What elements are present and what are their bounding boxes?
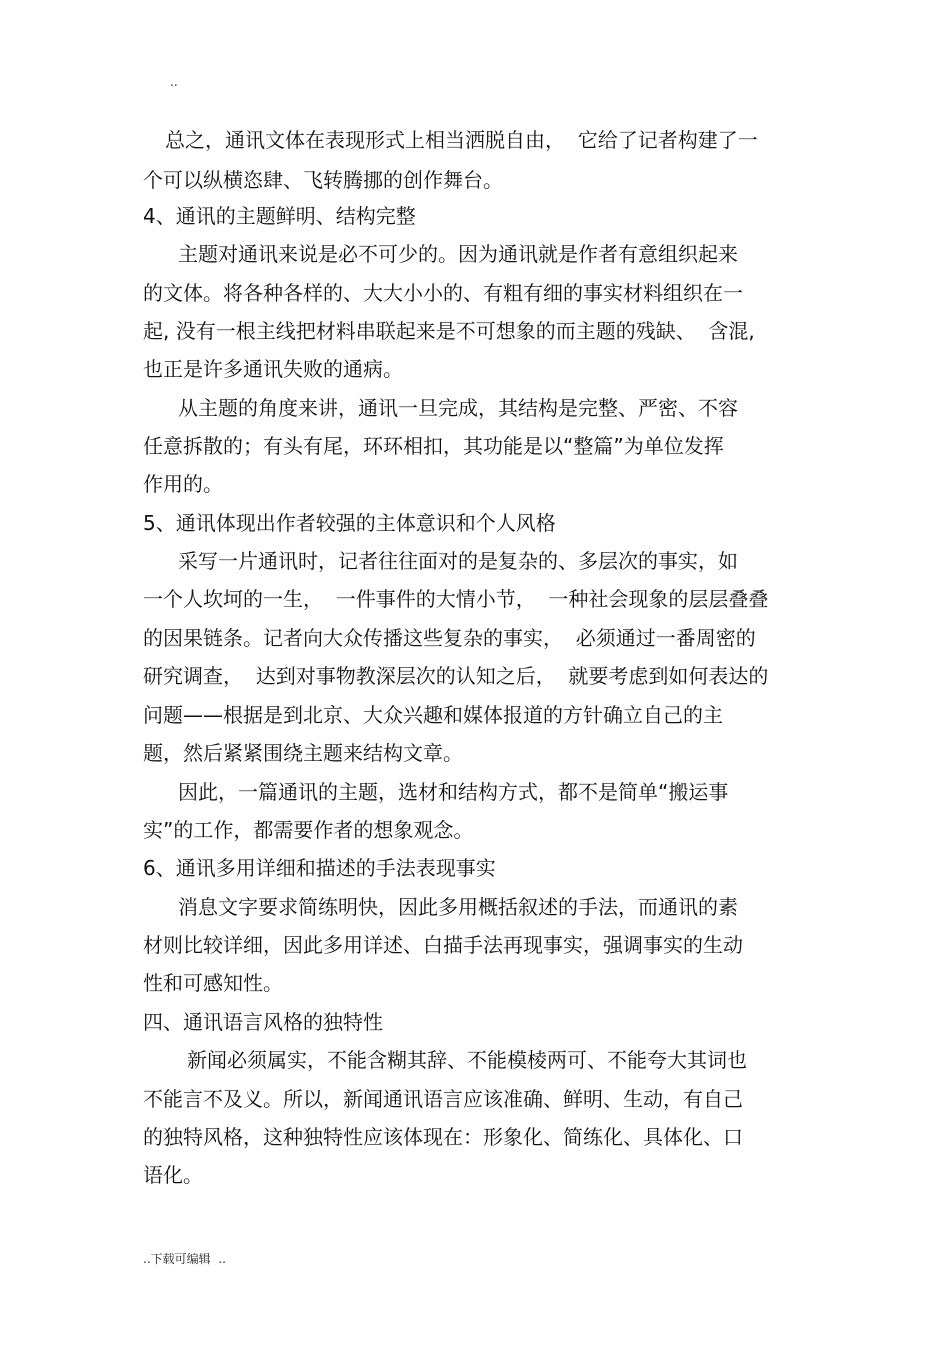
paragraph-line: 也正是许多通讯失败的通病。: [143, 357, 403, 381]
paragraph-line: 起, 没有一根主线把材料串联起来是不可想象的而主题的残缺、 含混,: [143, 319, 755, 343]
paragraph-line: 材则比较详细，因此多用详述、白描手法再现事实，强调事实的生动: [143, 933, 743, 957]
paragraph-line: 实”的工作，都需要作者的想象观念。: [143, 818, 474, 842]
paragraph-line: 主题对通讯来说是必不可少的。因为通讯就是作者有意组织起来: [178, 242, 738, 266]
paragraph-line: 研究调查， 达到对事物教深层次的认知之后， 就要考虑到如何表达的: [143, 664, 769, 688]
section-heading: 4、通讯的主题鲜明、结构完整: [143, 204, 416, 228]
paragraph-line: 从主题的角度来讲，通讯一旦完成，其结构是完整、严密、不容: [178, 396, 738, 420]
paragraph-line: 作用的。: [143, 472, 223, 496]
paragraph-line: 的因果链条。记者向大众传播这些复杂的事实， 必须通过一番周密的: [143, 626, 756, 650]
paragraph-line: 的文体。将各种各样的、大大小小的、有粗有细的事实材料组织在一: [143, 281, 743, 305]
paragraph-line: 个可以纵横恣肆、飞转腾挪的创作舞台。: [143, 168, 503, 192]
paragraph-line: 新闻必须属实，不能含糊其辞、不能模棱两可、不能夸大其词也: [187, 1048, 747, 1072]
paragraph-line: 性和可感知性。: [143, 971, 283, 995]
paragraph-line: 的独特风格，这种独特性应该体现在：形象化、简练化、具体化、口: [143, 1125, 743, 1149]
paragraph-line: 因此，一篇通讯的主题，选材和结构方式，都不是简单“搬运事: [178, 780, 729, 804]
paragraph-line: 问题——根据是到北京、大众兴趣和媒体报道的方针确立自己的主: [143, 703, 723, 727]
paragraph-line: 总之，通讯文体在表现形式上相当洒脱自由， 它给了记者构建了一: [165, 128, 758, 152]
header-mark: ..: [170, 75, 178, 89]
paragraph-line: 不能言不及义。所以，新闻通讯语言应该准确、鲜明、生动，有自己: [143, 1087, 743, 1111]
section-heading: 5、通讯体现出作者较强的主体意识和个人风格: [143, 511, 556, 535]
paragraph-line: 采写一片通讯时，记者往往面对的是复杂的、多层次的事实，如: [178, 549, 738, 573]
paragraph-line: 任意拆散的；有头有尾，环环相扣，其功能是以“整篇”为单位发挥: [143, 434, 724, 458]
section-heading: 四、通讯语言风格的独特性: [143, 1010, 383, 1034]
section-heading: 6、通讯多用详细和描述的手法表现事实: [143, 856, 496, 880]
footer-text: ..下载可编辑 ..: [143, 1252, 226, 1266]
paragraph-line: 语化。: [143, 1163, 203, 1187]
paragraph-line: 题，然后紧紧围绕主题来结构文章。: [143, 741, 463, 765]
paragraph-line: 一个人坎坷的一生， 一件事件的大情小节， 一种社会现象的层层叠叠: [143, 587, 769, 611]
paragraph-line: 消息文字要求简练明快，因此多用概括叙述的手法，而通讯的素: [178, 895, 738, 919]
